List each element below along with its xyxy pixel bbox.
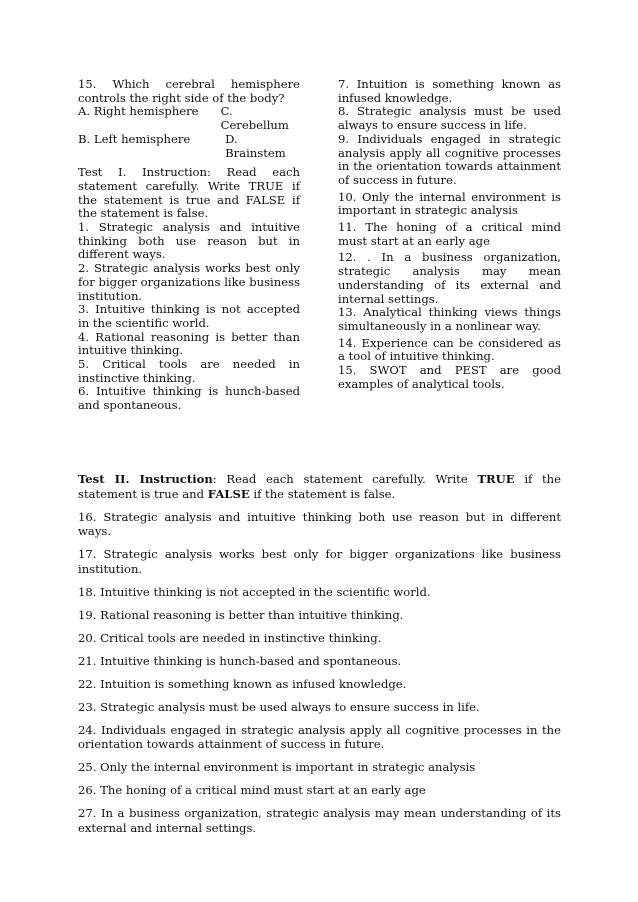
- test2-item-26: 26. The honing of a critical mind must start at an early age: [78, 783, 426, 798]
- option-a: A. Right hemisphere: [78, 104, 199, 119]
- test1-instruction: Test I. Instruction: Read each statement carefully. Write TRUE if the statement is true and FALSE if the statement is false.: [78, 165, 300, 221]
- right-column: [338, 78, 561, 391]
- test2-label: Test II. Instruction: [78, 472, 213, 486]
- option-d: D. Brainstem: [225, 131, 286, 160]
- test2-item-19: 19. Rational reasoning is better than intuitive thinking.: [78, 607, 404, 622]
- test2-section: [78, 472, 561, 844]
- test2-item-25: 25. Only the internal environment is important in strategic analysis: [78, 760, 476, 775]
- true-word: TRUE: [477, 472, 515, 486]
- test1-item-11: 11. The honing of a critical mind must start at an early age: [338, 220, 561, 248]
- test2-item-21: 21. Intuitive thinking is hunch-based and spontaneous.: [78, 653, 402, 668]
- test2-item-27: 27. In a business organization, strategic analysis may mean understanding of its external and internal settings.: [78, 806, 561, 835]
- option-c: C. Cerebellum: [220, 104, 289, 133]
- test2-item-18: 18. Intuitive thinking is not accepted in the scientific world.: [78, 584, 431, 599]
- test2-item-20: 20. Critical tools are needed in instinctive thinking.: [78, 630, 382, 645]
- test2-item-23: 23. Strategic analysis must be used always to ensure success in life.: [78, 699, 480, 714]
- test1-item-3: 3. Intuitive thinking is not accepted in the scientific world.: [78, 302, 300, 330]
- test1-item-10: 10. Only the internal environment is important in strategic analysis: [338, 189, 561, 218]
- test1-item-6: 6. Intuitive thinking is hunch-based and spontaneous.: [78, 384, 300, 413]
- test2-item-22: 22. Intuition is something known as infused knowledge.: [78, 676, 407, 691]
- test1-item-2: 2. Strategic analysis works best only for bigger organizations like business institution.: [78, 261, 300, 303]
- false-word: FALSE: [207, 486, 250, 501]
- test1-item-8: 8. Strategic analysis must be used always to ensure success in life.: [338, 104, 561, 133]
- test1-item-9: 9. Individuals engaged in strategic analysis apply all cognitive processes in the orientation towards attainment of success in future.: [338, 131, 561, 187]
- option-b: B. Left hemisphere: [78, 131, 191, 146]
- question-15: 15. Which cerebral hemisphere controls the right side of the body?: [78, 77, 300, 105]
- test1-item-5: 5. Critical tools are needed in instinctive thinking.: [78, 357, 300, 385]
- test2-item-17: 17. Strategic analysis works best only for bigger organizations like business institution.: [78, 547, 561, 576]
- test2-instruction: Test II. Instruction: Read each statement carefully. Write TRUE if the statement is true and FALSE if the statement is false.: [78, 472, 562, 501]
- test1-item-7: 7. Intuition is something known as infused knowledge.: [338, 77, 561, 105]
- test1-item-13: 13. Analytical thinking views things simultaneously in a nonlinear way.: [338, 305, 561, 333]
- test1-item-4: 4. Rational reasoning is better than intuitive thinking.: [78, 329, 300, 358]
- test1-item-1: 1. Strategic analysis and intuitive thinking both use reason but in different ways.: [78, 220, 300, 262]
- test1-item-14: 14. Experience can be considered as a tool of intuitive thinking.: [338, 335, 561, 364]
- test2-item-24: 24. Individuals engaged in strategic analysis apply all cognitive processes in the orientation towards attainment of success in future.: [78, 722, 561, 752]
- test2-item-16: 16. Strategic analysis and intuitive thinking both use reason but in different ways.: [78, 509, 561, 539]
- options-row-1: [78, 105, 300, 132]
- left-column: [78, 78, 300, 413]
- test1-item-15: 15. SWOT and PEST are good examples of analytical tools.: [338, 363, 561, 391]
- options-row-2: [78, 133, 300, 160]
- test1-item-12: 12. . In a business organization, strategic analysis may mean understanding of its external and internal settings.: [338, 250, 561, 306]
